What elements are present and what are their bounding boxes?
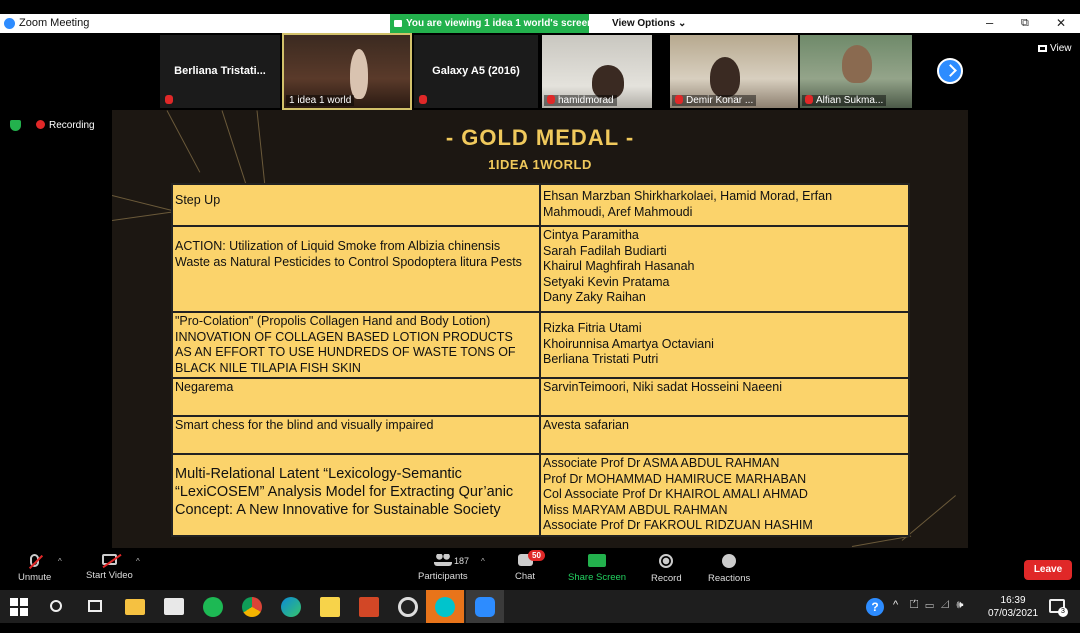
project-cell: Negarema xyxy=(172,378,540,416)
participant-count: 187 xyxy=(454,556,470,566)
restore-button[interactable]: ⧉ xyxy=(1021,17,1029,29)
powerpoint-icon[interactable] xyxy=(359,597,379,617)
project-cell: "Pro-Colation" (Propolis Collagen Hand and Body Lotion) INNOVATION OF COLLAGEN BASED LOTION PRODUCTS AS AN EFFORT TO USE HUNDREDS OF WASTE TONS OF BLACK NILE TILAPIA FISH SKIN xyxy=(172,312,540,378)
next-page-button[interactable] xyxy=(937,58,963,84)
mic-muted-icon xyxy=(547,95,555,104)
viewing-banner xyxy=(390,14,594,33)
decorative-line xyxy=(112,211,173,221)
clock-time: 16:39 xyxy=(1000,595,1026,606)
tray-caret[interactable]: ^ xyxy=(893,599,899,611)
title-bar xyxy=(0,14,1080,33)
chrome-icon[interactable] xyxy=(242,597,262,617)
reactions-button[interactable] xyxy=(708,554,750,584)
mic-muted-icon xyxy=(675,95,683,104)
participant-person xyxy=(350,49,368,99)
unmute-button[interactable] xyxy=(18,554,51,583)
clock-date: 07/03/2021 xyxy=(988,608,1039,619)
video-options-caret[interactable]: ^ xyxy=(136,557,140,566)
participant-name: hamidmorad xyxy=(558,95,614,106)
members-cell: Avesta safarian xyxy=(540,416,909,454)
canva-icon[interactable] xyxy=(435,597,455,617)
project-cell: Smart chess for the blind and visually impaired xyxy=(172,416,540,454)
shared-screen xyxy=(112,110,968,548)
leave-button[interactable]: Leave xyxy=(1024,560,1072,580)
view-button[interactable] xyxy=(1038,43,1072,54)
recording-label: Recording xyxy=(49,120,95,131)
view-options-label: View Options xyxy=(612,18,676,29)
chat-unread-badge: 50 xyxy=(528,550,545,561)
table-row xyxy=(172,378,909,416)
participant-person xyxy=(710,57,740,97)
reactions-label: Reactions xyxy=(708,573,751,584)
help-icon[interactable]: ? xyxy=(866,598,884,616)
participants-label: Participants xyxy=(418,571,468,582)
chevron-down-icon: ⌄ xyxy=(677,18,687,29)
minimize-button[interactable]: – xyxy=(986,15,994,30)
members-cell: Associate Prof Dr ASMA ABDUL RAHMAN Prof Dr MOHAMMAD HAMIRUCE MARHABAN Col Associate Prof Dr KHAIROL AMALI AHMAD Miss MARYAM ABDUL RAHMAN Associate Prof Dr FAKROUL RIDZUAN HASHIM xyxy=(540,454,909,536)
mic-muted-icon xyxy=(165,95,173,104)
table-row xyxy=(172,226,909,312)
share-screen-label: Share Screen xyxy=(568,572,627,583)
share-screen-button[interactable] xyxy=(568,554,626,583)
recording-indicator[interactable] xyxy=(36,120,95,131)
zoom-logo-icon xyxy=(4,18,15,29)
participants-options-caret[interactable]: ^ xyxy=(481,557,485,566)
close-button[interactable]: ✕ xyxy=(1056,16,1067,30)
reactions-icon xyxy=(722,554,736,568)
spotify-icon[interactable] xyxy=(203,597,223,617)
participant-name: Berliana Tristati... xyxy=(174,65,266,77)
meeting-controls xyxy=(0,548,1080,590)
mic-muted-icon xyxy=(419,95,427,104)
record-button[interactable] xyxy=(651,554,682,584)
slide-title: - GOLD MEDAL - xyxy=(445,125,635,150)
participant-tile[interactable] xyxy=(160,35,280,108)
gallery-view-icon xyxy=(1038,45,1047,52)
view-options-button[interactable] xyxy=(603,14,685,33)
table-row xyxy=(172,454,909,536)
participant-tile[interactable] xyxy=(542,35,652,108)
windows-start-icon[interactable] xyxy=(10,598,28,616)
viewing-banner-text: You are viewing 1 idea 1 world's screen xyxy=(406,18,594,29)
decorative-line xyxy=(112,195,172,211)
members-cell: Rizka Fitria Utami Khoirunnisa Amartya Octaviani Berliana Tristati Putri xyxy=(540,312,909,378)
project-cell: ACTION: Utilization of Liquid Smoke from Albizia chinensis Waste as Natural Pesticides to Control Spodoptera litura Pests xyxy=(172,226,540,312)
members-cell: SarvinTeimoori, Niki sadat Hosseini Naeeni xyxy=(540,378,909,416)
table-row xyxy=(172,312,909,378)
decorative-line xyxy=(852,536,911,547)
view-label: View xyxy=(1050,43,1072,54)
video-off-icon xyxy=(102,554,117,565)
clock[interactable] xyxy=(988,594,1038,620)
unmute-label: Unmute xyxy=(18,572,52,583)
security-shield-icon[interactable] xyxy=(10,120,21,131)
participant-name: Demir Konar ... xyxy=(686,95,754,106)
task-view-icon[interactable] xyxy=(88,600,102,612)
microphone-muted-icon xyxy=(30,554,39,567)
start-video-button[interactable] xyxy=(86,554,133,581)
file-explorer-icon[interactable] xyxy=(125,599,145,615)
table-row xyxy=(172,184,909,226)
participant-name: 1 idea 1 world xyxy=(286,95,354,106)
participant-tile[interactable] xyxy=(800,35,912,108)
edge-icon[interactable] xyxy=(281,597,301,617)
members-cell: Cintya Paramitha Sarah Fadilah Budiarti Khairul Maghfirah Hasanah Setyaki Kevin Pratama Dany Zaky Raihan xyxy=(540,226,909,312)
project-cell: Multi-Relational Latent “Lexicology-Semantic “LexiCOSEM” Analysis Model for Extracting Qur’anic Concept: A New Innovative for Sustainable Society xyxy=(172,454,540,536)
participant-tile[interactable] xyxy=(670,35,798,108)
participant-tile-active[interactable] xyxy=(284,35,410,108)
participant-person xyxy=(842,45,872,83)
search-icon[interactable] xyxy=(50,600,62,612)
record-label: Record xyxy=(651,573,682,584)
tray-icons[interactable]: ⏍ ▭ ◿ 🕪 xyxy=(910,599,966,611)
obs-icon[interactable] xyxy=(398,597,418,617)
participant-person xyxy=(592,65,624,99)
windows-taskbar xyxy=(0,590,1080,623)
participant-name: Galaxy A5 (2016) xyxy=(432,65,520,77)
project-cell: Step Up xyxy=(172,184,540,226)
chat-label: Chat xyxy=(515,571,536,582)
award-table xyxy=(171,183,910,537)
participant-strip xyxy=(0,33,1080,109)
members-cell: Ehsan Marzban Shirkharkolaei, Hamid Morad, Erfan Mahmoudi, Aref Mahmoudi xyxy=(540,184,909,226)
window-title: Zoom Meeting xyxy=(19,17,90,29)
sticky-notes-icon[interactable] xyxy=(320,597,340,617)
mic-muted-icon xyxy=(805,95,813,104)
participant-name: Alfian Sukma... xyxy=(816,95,884,106)
start-video-label: Start Video xyxy=(86,570,133,581)
notification-count: 3 xyxy=(1058,607,1068,617)
participant-tile[interactable] xyxy=(414,35,538,108)
audio-options-caret[interactable]: ^ xyxy=(58,557,62,566)
table-row xyxy=(172,416,909,454)
slide-subtitle: 1IDEA 1WORLD xyxy=(488,157,592,172)
record-icon xyxy=(659,554,673,568)
store-icon[interactable] xyxy=(164,598,184,615)
recording-dot-icon xyxy=(36,120,45,129)
screen-share-icon xyxy=(394,20,402,27)
share-screen-icon xyxy=(588,554,606,567)
participants-icon xyxy=(434,554,452,566)
zoom-taskbar-icon[interactable] xyxy=(475,597,495,617)
